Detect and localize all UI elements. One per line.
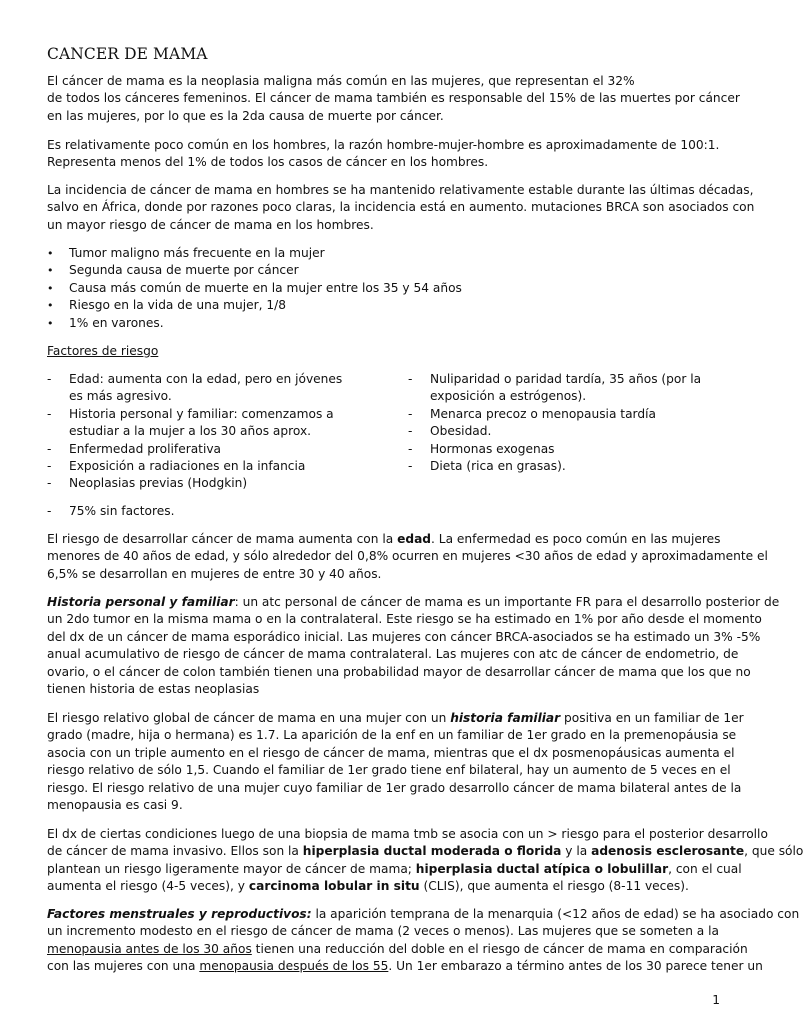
text-line [47,217,725,234]
text-run: : un atc personal de cáncer de mama es un importante FR para el desarrollo posterior de [234,595,780,609]
text-run: asocia con un triple aumento en el riesgo de cáncer de mama, mientras que el dx posmenopáusicas aumenta el [47,745,735,760]
list-item: - Exposición a radiaciones en la infancia [47,458,357,475]
text-run: carcinoma lobular in situ [248,879,420,894]
dash-marker: - [47,504,52,518]
list-item: - Menarca precoz o menopausia tardía [408,406,718,423]
text-line [47,941,748,958]
bullet-marker: • [47,247,54,260]
text-run: 6,5% se desarrollan en mujeres de entre 30 y 40 años. [47,566,382,581]
risk-factors-right-column [408,371,718,475]
text-run: edad [397,532,432,546]
age-paragraph [47,531,768,583]
list-item: • Segunda causa de muerte por cáncer [47,262,725,279]
text-line [47,710,744,727]
text-run: y la [561,844,592,859]
list-item: - Hormonas exogenas [408,441,718,458]
dash-marker: - [408,406,413,421]
text-run: , que sólo [744,844,803,859]
text-line [47,762,731,779]
text-run: , con el cual [668,861,742,876]
text-run: con las mujeres con una [47,959,200,974]
text-run: en las mujeres, por lo que es la 2da causa de muerte por cáncer. [47,108,444,123]
list-item: - Dieta (rica en grasas). [408,458,718,475]
list-item: • Riesgo en la vida de una mujer, 1/8 [47,297,725,314]
dash-marker: - [408,424,413,439]
list-item: - Obesidad. [408,423,718,440]
text-run: La incidencia de cáncer de mama en hombres se ha mantenido relativamente estable durante las últimas décadas, [47,183,754,197]
text-run: grado (madre, hija o hermana) es 1.7. La aparición de la enf en un familiar de 1er grado en la premenopáusia se [47,728,737,743]
text-run: menopausia es casi 9. [47,798,183,813]
text-run: un 2do tumor en la misma mama o en la contralateral. Este riesgo se ha estimado en 1% por año desde el momento [47,612,762,627]
bullet-marker: • [47,281,54,295]
relative-risk-paragraph [47,710,744,814]
text-line [47,73,725,90]
text-line [47,108,725,125]
text-run: de cáncer de mama invasivo. Ellos son la [47,844,303,859]
text-run: riesgo relativo de sólo 1,5. Cuando el familiar de 1er grado tiene enf bilateral, hay un aumento de 5 veces en el [47,763,731,778]
text-run: . La enfermedad es poco común en las mujeres [431,532,721,546]
dash-marker: - [408,459,413,474]
text-line [47,594,780,611]
text-run: aumenta el riesgo (4-5 veces), y [47,879,249,894]
list-item: - Nuliparidad o paridad tardía, 35 años (por la exposición a estrógenos). [408,372,702,404]
text-run: hiperplasia ductal moderada o florida [302,844,562,859]
text-run: tienen historia de estas neoplasias [47,682,260,697]
dash-marker: - [408,441,413,456]
text-run: la aparición temprana de la menarquia (<12 años de edad) se ha asociado con [311,907,800,921]
text-line [47,958,763,975]
text-line [47,797,725,814]
intro-paragraph [47,73,740,125]
dash-marker: - [47,372,52,386]
risk-factors-left-column [47,371,357,493]
text-line [47,843,803,860]
text-run: ovario, o el cáncer de colon también tienen una probabilidad mayor de desarrollar cáncer de mama que los que no [47,664,751,679]
dash-marker: - [47,441,52,456]
text-run: Historia personal y familiar [47,595,235,609]
text-line [47,826,768,843]
text-run: El riesgo relativo global de cáncer de mama en una mujer con un [47,711,451,725]
text-line [47,199,755,216]
text-run: El cáncer de mama es la neoplasia maligna más común en las mujeres, que representan el 32% [47,74,635,88]
text-run: menopausia después de los 55 [199,959,389,974]
text-line [47,611,762,628]
text-run: positiva en un familiar de 1er [560,711,744,725]
text-line [47,629,761,646]
text-run: hiperplasia ductal atípica o lobulillar [415,861,669,876]
text-line [47,780,742,797]
no-factors-list [47,503,725,520]
list-item: - Enfermedad proliferativa [47,441,357,458]
text-run: adenosis esclerosante [591,844,745,859]
dash-marker: - [47,406,52,421]
text-run: anual acumulativo de riesgo de cáncer de mama contralateral. Las mujeres con atc de cáncer de endometrio, de [47,647,739,662]
text-run: Representa menos del 1% de todos los casos de cáncer en los hombres. [47,155,489,170]
text-line [47,646,739,663]
text-line [47,566,725,583]
text-line [47,861,742,878]
list-item: - Edad: aumenta con la edad, pero en jóvenes es más agresivo. [47,372,343,404]
list-item: • 1% en varones. [47,315,725,332]
page-number: 1 [712,993,720,1007]
dash-marker: - [47,476,52,491]
text-line [47,90,740,107]
text-run: de todos los cánceres femeninos. El cáncer de mama también es responsable del 15% de las muertes por cáncer [47,91,740,106]
history-paragraph [47,594,780,698]
text-line [47,878,725,895]
text-line [47,531,725,548]
text-run: . Un 1er embarazo a término antes de los 30 parece tener un [388,959,763,974]
bullet-marker: • [47,299,54,313]
text-run: menores de 40 años de edad, y sólo alrededor del 0,8% ocurren en mujeres <30 años de edad y aproximadamente el [47,549,768,564]
text-line [47,906,800,923]
biopsy-paragraph [47,826,803,896]
text-line [47,154,725,171]
text-run: Factores menstruales y reproductivos: [47,907,312,921]
text-line [47,923,725,940]
dash-marker: - [47,459,52,474]
dash-marker: - [408,372,413,386]
list-item: - 75% sin factores. [47,503,725,520]
list-item: • Causa más común de muerte en la mujer entre los 35 y 54 años [47,280,725,297]
text-run: menopausia antes de los 30 años [47,941,252,956]
text-run: riesgo. El riesgo relativo de una mujer cuyo familiar de 1er grado desarrollo cáncer de mama bilateral antes de la [47,780,742,795]
list-item: - Historia personal y familiar: comenzamos a estudiar a la mujer a los 30 años aprox. [47,406,334,439]
text-run: (CLIS), que aumenta el riesgo (8-11 veces). [419,879,689,894]
document-title: CANCER DE MAMA [47,45,208,63]
text-run: un mayor riesgo de cáncer de mama en los hombres. [47,217,374,232]
text-line [47,681,725,698]
text-line [47,745,735,762]
text-line [47,727,737,744]
text-line [47,182,754,199]
list-item: - Neoplasias previas (Hodgkin) [47,475,357,492]
text-line [47,137,725,154]
bullet-marker: • [47,316,54,330]
text-line [47,548,768,565]
menstrual-paragraph [47,906,800,976]
text-run: salvo en África, donde por razones poco claras, la incidencia está en aumento. mutaciones BRCA son asociados con [47,200,755,215]
text-run: del dx de un cáncer de mama esporádico inicial. Las mujeres con cáncer BRCA-asociados se ha estimado un 3% -5% [47,629,761,644]
summary-bullet-list [47,245,725,332]
list-item: • Tumor maligno más frecuente en la mujer [47,245,725,262]
text-line [47,664,751,681]
text-run: El riesgo de desarrollar cáncer de mama aumenta con la [47,532,398,546]
incidence-paragraph [47,182,755,234]
text-run: Es relativamente poco común en los hombres, la razón hombre-mujer-hombre es aproximadamente de 100:1. [47,138,720,152]
text-run: historia familiar [450,711,561,725]
bullet-marker: • [47,264,54,278]
text-run: El dx de ciertas condiciones luego de una biopsia de mama tmb se asocia con un > riesgo para el posterior desarrollo [47,827,768,841]
text-run: plantean un riesgo ligeramente mayor de cáncer de mama; [47,861,416,876]
text-run: tienen una reducción del doble en el riesgo de cáncer de mama en comparación [251,941,748,956]
men-paragraph [47,137,725,172]
risk-factors-heading: Factores de riesgo [47,344,159,358]
text-run: un incremento modesto en el riesgo de cáncer de mama (2 veces o menos). Las mujeres que se someten a la [47,924,719,939]
